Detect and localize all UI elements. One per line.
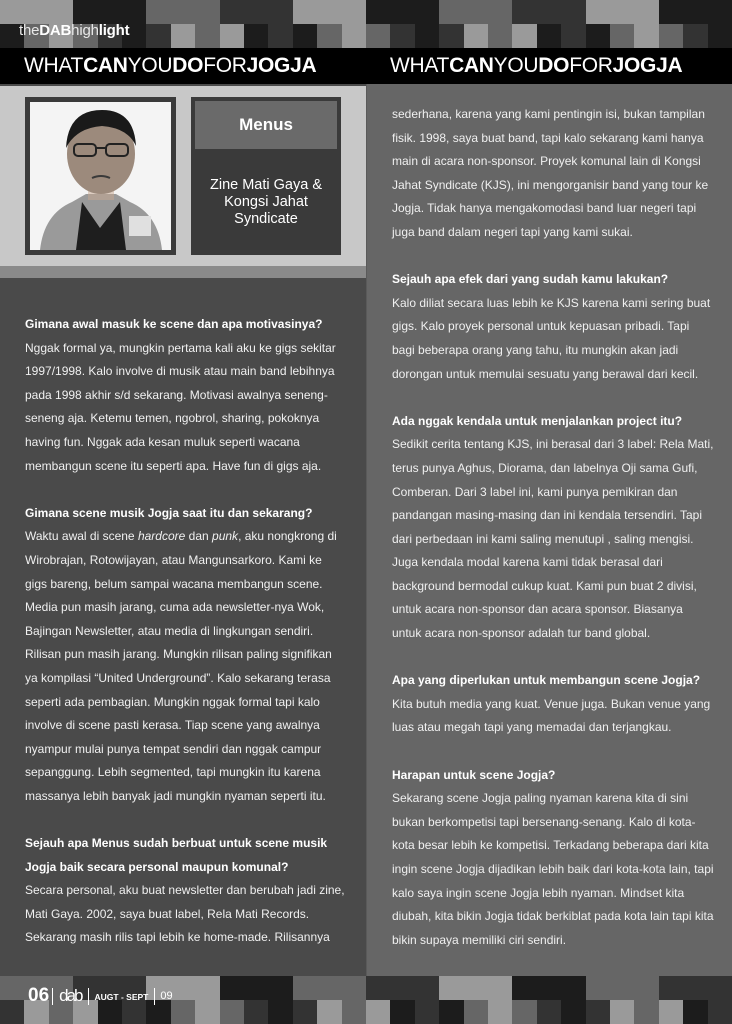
brand-end: light bbox=[98, 22, 130, 39]
photo-frame bbox=[25, 97, 176, 255]
checker-tile bbox=[220, 976, 245, 1000]
checker-tile bbox=[366, 0, 391, 24]
answer: Nggak formal ya, mungkin pertama kali aku ke gigs sekitar 1997/1998. Kalo involve di musik atau main band lebihnya pada 1998 akhir s/d sekarang. Motivasi awalnya seneng-seneng aja. Ketemu temen, ngobrol, sharing, pokoknya having fun. Nggak ada kesan muluk seperti wacana membangun scene itu seperti apa. Have fun di gigs aja. bbox=[25, 340, 336, 473]
checker-tile bbox=[634, 0, 659, 24]
checker-tile bbox=[537, 0, 562, 24]
checker-tile bbox=[488, 976, 513, 1000]
page-number: 06 bbox=[28, 985, 50, 1006]
checker-tile bbox=[244, 0, 269, 24]
checker-tile bbox=[0, 976, 25, 1000]
checker-tile bbox=[464, 0, 489, 24]
left-column bbox=[0, 84, 366, 976]
checker-tile bbox=[683, 1000, 708, 1024]
checker-tile bbox=[293, 1000, 318, 1024]
qa-block bbox=[392, 268, 714, 386]
checker-tile bbox=[708, 1000, 732, 1024]
checker-tile bbox=[244, 24, 269, 48]
checker-tile bbox=[586, 1000, 611, 1024]
answer: Sekarang scene Jogja paling nyaman karena kita di sini bukan berkompetisi tapi bersenang-senang. Kalo di kota-kota besar lebih ke kompetisi. Terkadang beberapa dari kita ingin scene Jogja dijadikan lebih baik dari kota-kota lain, tapi kalo saya ingin scene Jogja lebih nyaman. Mindset kita diubah, kita bikin Jogja tidak berkiblat pada kota lain tapi kita bikin supaya memiliki ciri sendiri. bbox=[392, 791, 714, 947]
checker-tile bbox=[659, 1000, 684, 1024]
qa-block bbox=[25, 313, 345, 478]
title-word: DO bbox=[538, 54, 570, 77]
checker-tile bbox=[634, 976, 659, 1000]
checker-tile bbox=[220, 1000, 245, 1024]
checker-tile bbox=[220, 24, 245, 48]
checker-tile bbox=[561, 0, 586, 24]
answer-part: dan bbox=[185, 529, 213, 544]
checker-tile bbox=[342, 1000, 367, 1024]
checker-tile bbox=[586, 0, 611, 24]
checker-tile bbox=[390, 24, 415, 48]
person-portrait-icon bbox=[30, 102, 171, 250]
checker-tile bbox=[415, 1000, 440, 1024]
answer-part: , aku nongkrong di Wirobrajan, Rotowijayan, atau Mangunsarkoro. Kami ke gigs bareng, belum sampai wacana membangun scene. Media pun masih jarang, cuma ada newsletter-nya Wok, Bajingan Newsletter, atau media di lingkungan sendiri. Rilisan pun masih jarang. Mungkin rilisan paling signifikan ya kompilasi “United Underground”. Kalo sekarang terasa seperti ada pembagian. Mungkin nggak formal tapi kalo involve di scene pasti kerasa. Tiap scene yang awalnya nyampur mulai punya tempat sendiri dan nggak campur sepanggung. Lebih segmented, tapi mungkin itu karena massanya lebih banyak jadi mungkin nyaman seperti itu. bbox=[25, 529, 337, 803]
checker-tile bbox=[512, 24, 537, 48]
title-word: CAN bbox=[449, 54, 494, 77]
checker-tile bbox=[390, 0, 415, 24]
title-word: WHAT bbox=[24, 54, 84, 77]
checker-tile bbox=[561, 24, 586, 48]
checker-tile bbox=[512, 1000, 537, 1024]
checker-tile bbox=[171, 24, 196, 48]
profile-role: Zine Mati Gaya & Kongsi Jahat Syndicate bbox=[209, 177, 322, 227]
checker-tile bbox=[488, 0, 513, 24]
checker-tile bbox=[293, 976, 318, 1000]
checker-tile bbox=[342, 976, 367, 1000]
checker-tile bbox=[488, 24, 513, 48]
answer: Kalo diliat secara luas lebih ke KJS karena kami sering buat gigs. Kalo proyek personal untuk kepuasan pribadi. Tapi bagi beberapa orang yang tahu, itu mungkin akan jadi dorongan untuk memulai sesuatu yang berawal dari kecil. bbox=[392, 295, 711, 381]
checker-tile bbox=[683, 0, 708, 24]
checker-tile bbox=[146, 24, 171, 48]
checker-tile bbox=[171, 0, 196, 24]
title-word: YOU bbox=[493, 54, 539, 77]
answer: Secara personal, aku buat newsletter dan berubah jadi zine, Mati Gaya. 2002, saya buat label, Rela Mati Records. Sekarang masih rilis tapi lebih ke home-made. Rilisannya bbox=[25, 883, 345, 945]
checker-tile bbox=[366, 976, 391, 1000]
checker-tile bbox=[342, 24, 367, 48]
checker-tile bbox=[610, 1000, 635, 1024]
profile-panel bbox=[0, 86, 366, 266]
checker-tile bbox=[49, 0, 74, 24]
profile-info-box bbox=[191, 97, 341, 255]
qa-block bbox=[25, 502, 345, 809]
checker-tile bbox=[98, 0, 123, 24]
qa-block bbox=[392, 669, 714, 740]
answer: sederhana, karena yang kami pentingin isi, bukan tampilan fisik. 1998, saya buat band, tapi kalo sekarang kami hanya main di acara non-sponsor. Proyek komunal lain di Kongsi Jahat Syndicate (KJS), ini mengorganisir band yang tour ke Jogja. Tidak hanya mengakomodasi band luar negeri tapi juga band dalam negeri tapi yang kami sukai. bbox=[392, 107, 709, 239]
checker-tile bbox=[415, 0, 440, 24]
checker-tile bbox=[610, 24, 635, 48]
checker-tile bbox=[708, 24, 732, 48]
left-article bbox=[25, 313, 345, 974]
checker-tile bbox=[195, 24, 220, 48]
checker-tile bbox=[415, 976, 440, 1000]
checker-tile bbox=[268, 24, 293, 48]
checker-tile bbox=[488, 1000, 513, 1024]
checker-tile bbox=[244, 976, 269, 1000]
checker-tile bbox=[537, 1000, 562, 1024]
checker-tile bbox=[683, 24, 708, 48]
checker-tile bbox=[439, 0, 464, 24]
checker-tile bbox=[366, 1000, 391, 1024]
checker-tile bbox=[610, 0, 635, 24]
question: Ada nggak kendala untuk menjalankan project itu? bbox=[392, 413, 683, 428]
checker-tile bbox=[464, 976, 489, 1000]
checker-tile bbox=[561, 1000, 586, 1024]
title-word: YOU bbox=[127, 54, 173, 77]
question: Sejauh apa Menus sudah berbuat untuk scene musik Jogja baik secara personal maupun komunal? bbox=[25, 836, 328, 874]
checker-tile bbox=[561, 976, 586, 1000]
checker-tile bbox=[317, 1000, 342, 1024]
checker-tile bbox=[464, 24, 489, 48]
checker-tile bbox=[439, 976, 464, 1000]
checker-tile bbox=[122, 0, 147, 24]
checker-tile bbox=[146, 0, 171, 24]
checker-tile bbox=[439, 24, 464, 48]
checker-tile bbox=[708, 0, 732, 24]
divider bbox=[154, 988, 155, 1005]
checker-tile bbox=[195, 0, 220, 24]
brand-bold: DAB bbox=[39, 22, 72, 39]
question: Gimana scene musik Jogja saat itu dan sekarang? bbox=[25, 505, 313, 520]
checker-tile bbox=[659, 24, 684, 48]
checker-tile bbox=[708, 976, 732, 1000]
checker-tile bbox=[293, 0, 318, 24]
title-word: FOR bbox=[569, 54, 613, 77]
checker-tile bbox=[634, 1000, 659, 1024]
checker-tile bbox=[195, 976, 220, 1000]
checker-tile bbox=[512, 0, 537, 24]
divider bbox=[88, 988, 89, 1005]
title-word: FOR bbox=[203, 54, 247, 77]
title-word: WHAT bbox=[390, 54, 450, 77]
answer: Sedikit cerita tentang KJS, ini berasal dari 3 label: Rela Mati, terus punya Aghus, Diorama, dan labelnya Oji sama Gufi, Comberan. Dari 3 label ini, kami punya pemikiran dan pandangan masing-masing dan ini kendala tersendiri. Tapi dari perbedaan ini kami saling menutupi , saling mengisi. Juga kendala modal karena kami tidak berasal dari background bermodal cukup kuat. Kami pun buat 2 divisi, untuk acara non-sponsor dan acara sponsor. Biasanya untuk acara non-sponsor adalah tur band global. bbox=[392, 437, 714, 641]
question: Apa yang diperlukan untuk membangun scene Jogja? bbox=[392, 673, 701, 688]
brand-prefix: the bbox=[19, 22, 40, 39]
section-title-left bbox=[0, 48, 366, 84]
question: Harapan untuk scene Jogja? bbox=[392, 767, 556, 782]
checker-tile bbox=[268, 976, 293, 1000]
right-column bbox=[366, 84, 732, 976]
title-word: DO bbox=[172, 54, 204, 77]
issue-year: 09 bbox=[160, 990, 173, 1002]
answer: Kita butuh media yang kuat. Venue juga. Bukan venue yang luas atau megah tapi yang memadai dan terjangkau. bbox=[392, 696, 711, 735]
title-word: JOGJA bbox=[246, 54, 317, 77]
title-word: JOGJA bbox=[612, 54, 683, 77]
checker-tile bbox=[415, 24, 440, 48]
brand-mid: high bbox=[71, 22, 99, 39]
checker-tile bbox=[317, 0, 342, 24]
checker-tile bbox=[317, 976, 342, 1000]
checker-tile bbox=[73, 0, 98, 24]
checker-tile bbox=[220, 0, 245, 24]
profile-name: Menus bbox=[195, 101, 337, 149]
checker-tile bbox=[293, 24, 318, 48]
checker-tile bbox=[390, 976, 415, 1000]
checker-tile bbox=[0, 0, 25, 24]
checker-tile bbox=[439, 1000, 464, 1024]
checker-tile bbox=[586, 24, 611, 48]
right-article bbox=[392, 103, 714, 976]
issue-months: AUGT - SEPT bbox=[94, 992, 149, 1002]
checker-tile bbox=[610, 976, 635, 1000]
checker-tile bbox=[195, 1000, 220, 1024]
footer-folio bbox=[28, 985, 173, 1007]
qa-block bbox=[25, 832, 345, 950]
section-title-right bbox=[366, 48, 732, 84]
answer-italic: hardcore bbox=[137, 529, 186, 544]
qa-block bbox=[392, 103, 714, 245]
checker-tile bbox=[512, 976, 537, 1000]
profile-divider bbox=[0, 266, 366, 278]
answer-italic: punk bbox=[212, 529, 239, 544]
checker-tile bbox=[268, 1000, 293, 1024]
title-word: CAN bbox=[83, 54, 128, 77]
answer bbox=[25, 525, 345, 808]
answer-part: Waktu awal di scene bbox=[25, 529, 138, 544]
qa-block bbox=[392, 410, 714, 646]
checker-tile bbox=[342, 0, 367, 24]
brand-logo bbox=[19, 22, 129, 39]
checker-tile bbox=[659, 976, 684, 1000]
question: Gimana awal masuk ke scene dan apa motivasinya? bbox=[25, 317, 323, 331]
checker-tile bbox=[683, 976, 708, 1000]
checker-tile bbox=[390, 1000, 415, 1024]
divider bbox=[52, 988, 53, 1005]
checker-tile bbox=[537, 976, 562, 1000]
checker-tile bbox=[586, 976, 611, 1000]
qa-block bbox=[392, 764, 714, 953]
checker-tile bbox=[24, 0, 49, 24]
checker-tile bbox=[0, 1000, 25, 1024]
dab-logo: dab bbox=[59, 986, 82, 1005]
checker-tile bbox=[659, 0, 684, 24]
checker-tile bbox=[634, 24, 659, 48]
checker-tile bbox=[171, 976, 196, 1000]
checker-tile bbox=[464, 1000, 489, 1024]
checker-tile bbox=[268, 0, 293, 24]
checker-tile bbox=[244, 1000, 269, 1024]
checker-tile bbox=[366, 24, 391, 48]
checker-tile bbox=[317, 24, 342, 48]
question: Sejauh apa efek dari yang sudah kamu lakukan? bbox=[392, 272, 669, 287]
checker-tile bbox=[171, 1000, 196, 1024]
checker-tile bbox=[537, 24, 562, 48]
